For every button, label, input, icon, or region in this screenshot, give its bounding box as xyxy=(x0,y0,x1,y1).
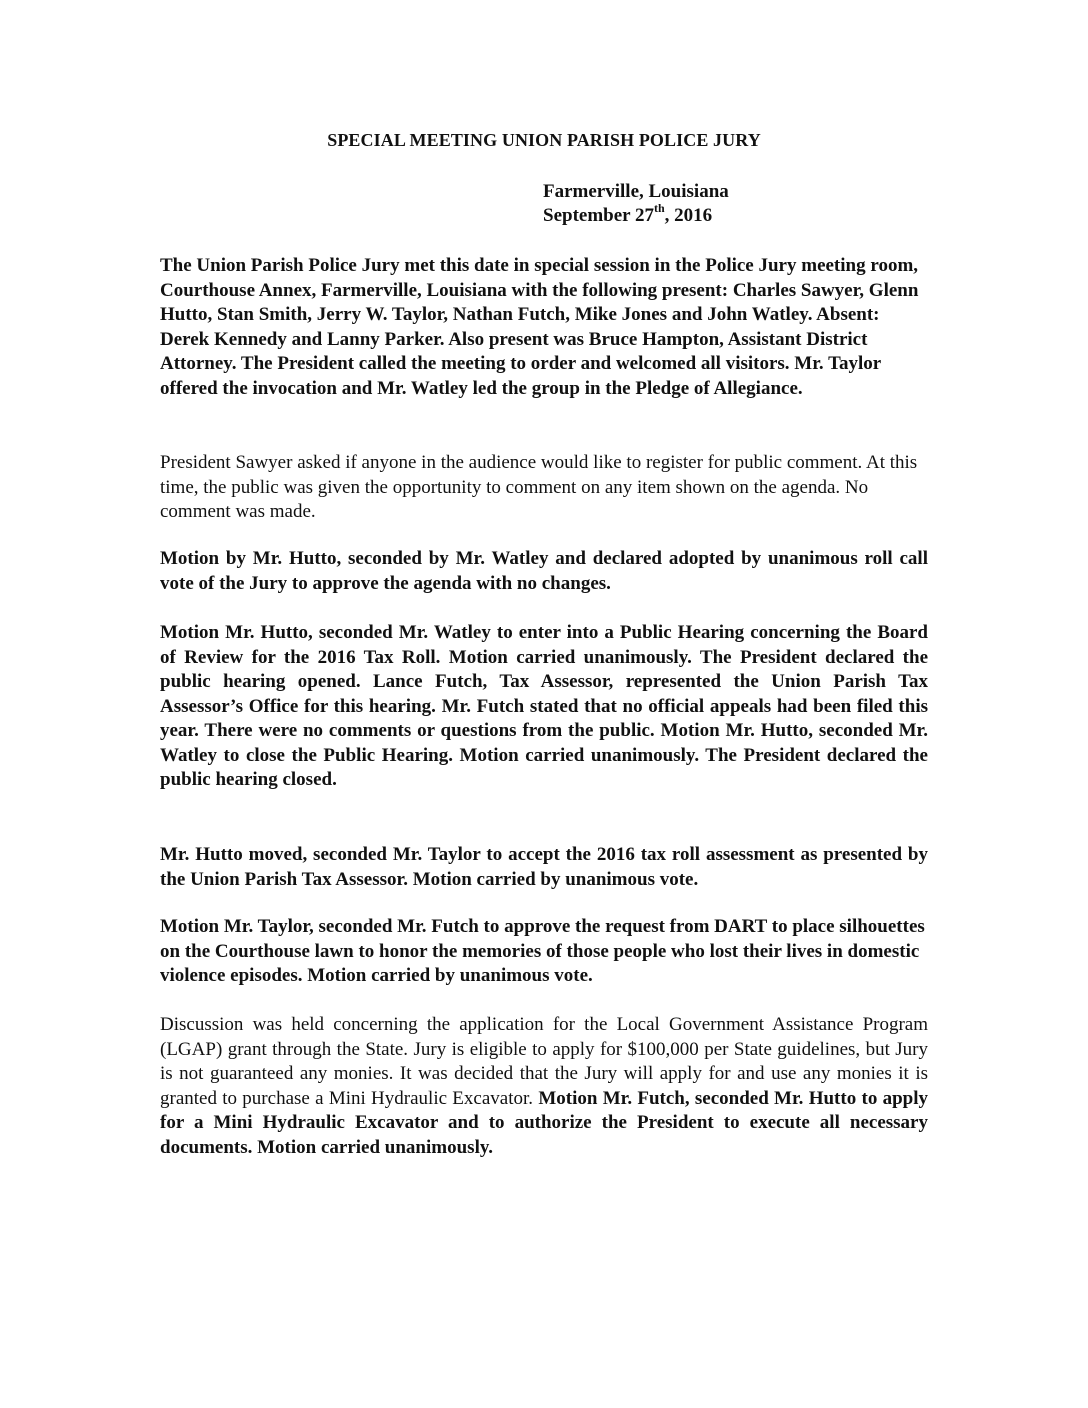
paragraph-lgap-discussion xyxy=(160,1013,928,1160)
paragraph-public-hearing: Motion Mr. Hutto, seconded Mr. Watley to enter into a Public Hearing concerning the Board of Review for the 2016 Tax Roll. Motion carried unanimously. The President declared the public hearing opened. Lance Futch, Tax Assessor, represented the Union Parish Tax Assessor’s Office for this hearing. Mr. Futch stated that no official appeals had been filed this year. There were no comments or questions from the public. Motion Mr. Hutto, seconded Mr. Watley to close the Public Hearing. Motion carried unanimously. The President declared the public hearing closed. xyxy=(160,622,928,790)
meeting-date-year: , 2016 xyxy=(664,205,713,226)
dateline xyxy=(543,180,729,228)
paragraph-dart-motion: Motion Mr. Taylor, seconded Mr. Futch to approve the request from DART to place silhouettes on the Courthouse lawn to honor the memories of those people who lost their lives in domestic violence episodes. Motion carried by unanimous vote. xyxy=(160,916,925,986)
paragraph-public-comment: President Sawyer asked if anyone in the audience would like to register for public comment. At this time, the public was given the opportunity to comment on any item shown on the agenda. No comment was made. xyxy=(160,452,918,522)
paragraph-tax-roll-motion: Mr. Hutto moved, seconded Mr. Taylor to accept the 2016 tax roll assessment as presented by the Union Parish Tax Assessor. Motion carried by unanimous vote. xyxy=(160,844,928,890)
lgap-motion-text: Motion Mr. Futch, seconded Mr. Hutto to apply for a Mini Hydraulic Excavator and to authorize the President to execute all necessary documents. Motion carried unanimously. xyxy=(160,1087,929,1158)
meeting-location: Farmerville, Louisiana xyxy=(543,181,729,202)
meeting-date xyxy=(543,200,729,228)
document-title: SPECIAL MEETING UNION PARISH POLICE JURY xyxy=(327,130,761,150)
paragraph-attendance: The Union Parish Police Jury met this date in special session in the Police Jury meeting room, Courthouse Annex, Farmerville, Louisiana with the following present: Charles Sawyer, Glenn Hutto, Stan Smith, Jerry W. Taylor, Nathan Futch, Mike Jones and John Watley. Absent: Derek Kennedy and Lanny Parker. Also present was Bruce Hampton, Assistant District Attorney. The President called the meeting to order and welcomed all visitors. Mr. Taylor offered the invocation and Mr. Watley led the group in the Pledge of Allegiance. xyxy=(160,255,919,399)
meeting-date-month-day: September 27 xyxy=(543,205,654,226)
paragraph-agenda-motion: Motion by Mr. Hutto, seconded by Mr. Watley and declared adopted by unanimous roll call vote of the Jury to approve the agenda with no changes. xyxy=(160,548,928,594)
lgap-discussion-text: Discussion was held concerning the application for the Local Government Assistance Program (LGAP) grant through the State. Jury is eligible to apply for $100,000 per State guidelines, but Jury is not guaranteed any monies. It was decided that the Jury will apply for and use any monies it is granted to purchase a Mini Hydraulic Excavator. xyxy=(160,1014,928,1109)
meeting-date-suffix: th xyxy=(654,200,665,215)
